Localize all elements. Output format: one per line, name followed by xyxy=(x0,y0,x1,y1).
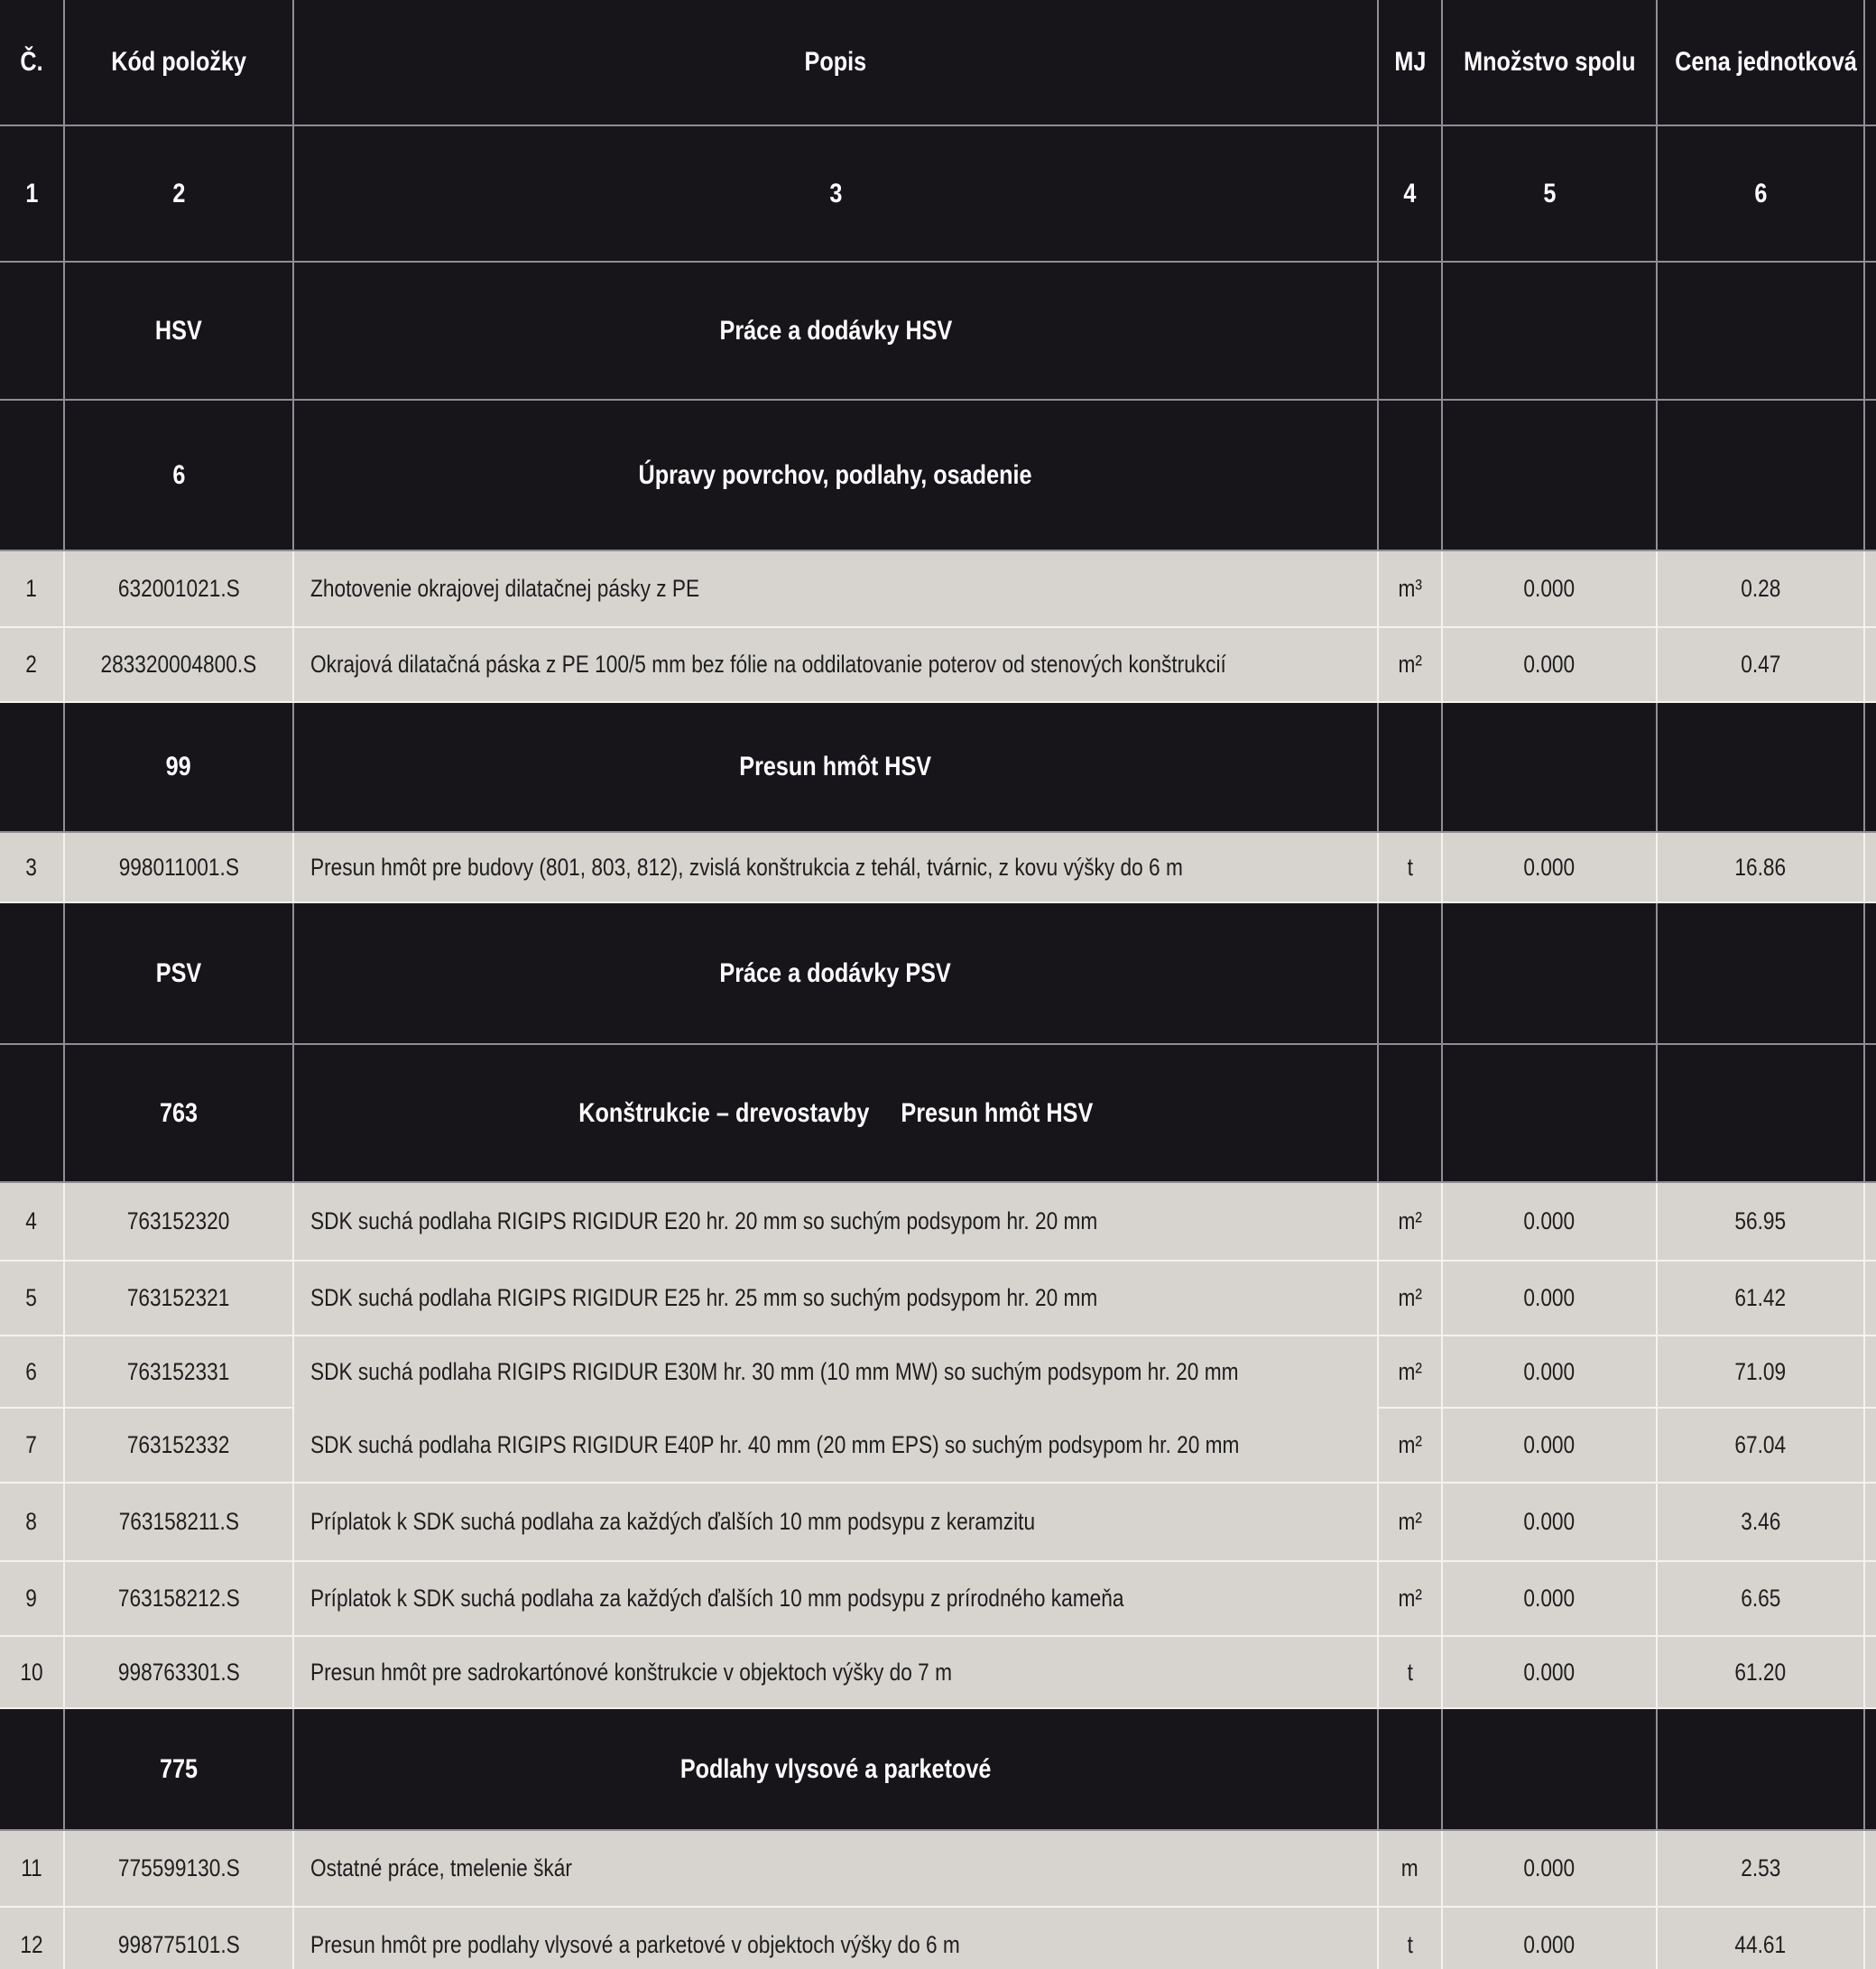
cell-edge xyxy=(1864,702,1876,832)
cell-code: 763158212.S xyxy=(64,1561,293,1636)
section-row xyxy=(0,400,1876,550)
cell-unit: m² xyxy=(1378,1182,1442,1261)
cell-edge xyxy=(1864,1907,1876,1969)
cell-unit xyxy=(1378,1708,1442,1830)
cell-no: 10 xyxy=(0,1636,64,1708)
cell-edge xyxy=(1864,1636,1876,1708)
cell-no: 5 xyxy=(0,1261,64,1336)
cell-price: 2.53 xyxy=(1657,1830,1864,1907)
header-row xyxy=(0,0,1876,125)
section-row xyxy=(0,262,1876,400)
cell-qty xyxy=(1442,902,1657,1044)
cell-unit: m xyxy=(1378,1830,1442,1907)
cell-unit: m² xyxy=(1378,1261,1442,1336)
cell-edge xyxy=(1864,1830,1876,1907)
cell-code-index xyxy=(64,125,293,262)
cell-price xyxy=(1657,902,1864,1044)
cell-edge xyxy=(1864,1336,1876,1408)
cell-qty xyxy=(1442,400,1657,550)
item-row xyxy=(0,1336,1876,1408)
item-row xyxy=(0,627,1876,702)
cell-desc: Práce a dodávky PSV xyxy=(293,902,1378,1044)
column-number: 6 xyxy=(1753,178,1768,208)
column-label: Cena jednotková xyxy=(1675,47,1857,77)
column-number: 1 xyxy=(24,178,39,208)
cell-qty-index xyxy=(1442,125,1657,262)
cell-qty: 0.000 xyxy=(1442,550,1657,627)
cell-code: 775599130.S xyxy=(64,1830,293,1907)
cell-qty xyxy=(1442,1044,1657,1182)
column-number: 3 xyxy=(828,178,843,208)
cell-desc: Okrajová dilatačná páska z PE 100/5 mm bez fólie na oddilatovanie poterov od stenových konštrukcií xyxy=(293,627,1378,702)
cell-no xyxy=(0,400,64,550)
cell-no-index xyxy=(0,125,64,262)
cell-edge xyxy=(1864,1483,1876,1561)
cell-desc: SDK suchá podlaha RIGIPS RIGIDUR E30M hr. 30 mm (10 mm MW) so suchým podsypom hr. 20 mm xyxy=(293,1336,1378,1408)
item-row xyxy=(0,1830,1876,1907)
cell-no: 3 xyxy=(0,832,64,902)
column-label: Kód položky xyxy=(111,47,246,77)
header-index-row xyxy=(0,125,1876,262)
cell-qty: 0.000 xyxy=(1442,1907,1657,1969)
cell-qty: 0.000 xyxy=(1442,1336,1657,1408)
cell-code: 6 xyxy=(64,400,293,550)
cell-code-header xyxy=(64,0,293,125)
column-number: 5 xyxy=(1542,178,1557,208)
cell-unit-header xyxy=(1378,0,1442,125)
cell-desc: Konštrukcie – drevostavby Presun hmôt HSV xyxy=(293,1044,1378,1182)
cell-unit: m³ xyxy=(1378,550,1442,627)
cell-price: 56.95 xyxy=(1657,1182,1864,1261)
cell-code: 763152320 xyxy=(64,1182,293,1261)
cell-desc: Zhotovenie okrajovej dilatačnej pásky z PE xyxy=(293,550,1378,627)
item-row xyxy=(0,1636,1876,1708)
cell-price xyxy=(1657,702,1864,832)
cell-desc: Úpravy povrchov, podlahy, osadenie xyxy=(293,400,1378,550)
cell-price: 6.65 xyxy=(1657,1561,1864,1636)
cell-unit: m² xyxy=(1378,1561,1442,1636)
cell-unit: m² xyxy=(1378,627,1442,702)
column-label: MJ xyxy=(1393,47,1427,77)
cell-unit: t xyxy=(1378,1636,1442,1708)
cell-no: 4 xyxy=(0,1182,64,1261)
cell-qty: 0.000 xyxy=(1442,627,1657,702)
cell-no: 1 xyxy=(0,550,64,627)
cell-unit xyxy=(1378,702,1442,832)
cell-code: 763152331 xyxy=(64,1336,293,1408)
cell-no: 7 xyxy=(0,1408,64,1483)
cell-code: 763 xyxy=(64,1044,293,1182)
cell-code: HSV xyxy=(64,262,293,400)
cell-desc: Príplatok k SDK suchá podlaha za každých ďalších 10 mm podsypu z keramzitu xyxy=(293,1483,1378,1561)
cell-no xyxy=(0,1044,64,1182)
item-row xyxy=(0,832,1876,902)
cell-price: 67.04 xyxy=(1657,1408,1864,1483)
item-row xyxy=(0,1182,1876,1261)
cell-desc: Podlahy vlysové a parketové xyxy=(293,1708,1378,1830)
cell-code: 775 xyxy=(64,1708,293,1830)
cell-qty xyxy=(1442,262,1657,400)
cell-unit: m² xyxy=(1378,1336,1442,1408)
cell-no xyxy=(0,262,64,400)
cell-desc: Príplatok k SDK suchá podlaha za každých ďalších 10 mm podsypu z prírodného kameňa xyxy=(293,1561,1378,1636)
cell-edge xyxy=(1864,262,1876,400)
cell-code: 763158211.S xyxy=(64,1483,293,1561)
cell-price: 71.09 xyxy=(1657,1336,1864,1408)
cell-unit: t xyxy=(1378,1907,1442,1969)
cell-price-header xyxy=(1657,0,1864,125)
column-label: Popis xyxy=(804,47,867,77)
cell-no: 6 xyxy=(0,1336,64,1408)
cell-no xyxy=(0,702,64,832)
cell-code: 998775101.S xyxy=(64,1907,293,1969)
cell-code: 99 xyxy=(64,702,293,832)
cell-unit xyxy=(1378,262,1442,400)
cell-code: 283320004800.S xyxy=(64,627,293,702)
cell-price: 0.47 xyxy=(1657,627,1864,702)
cell-unit: m² xyxy=(1378,1408,1442,1483)
cell-no xyxy=(0,902,64,1044)
cell-code: 998011001.S xyxy=(64,832,293,902)
cell-no-header xyxy=(0,0,64,125)
cell-no: 8 xyxy=(0,1483,64,1561)
cell-qty: 0.000 xyxy=(1442,1182,1657,1261)
cell-no: 2 xyxy=(0,627,64,702)
cell-unit: t xyxy=(1378,832,1442,902)
cell-edge xyxy=(1864,1182,1876,1261)
cell-qty-header xyxy=(1442,0,1657,125)
cell-qty: 0.000 xyxy=(1442,832,1657,902)
cell-price: 61.20 xyxy=(1657,1636,1864,1708)
cell-price xyxy=(1657,400,1864,550)
cell-edge xyxy=(1864,832,1876,902)
column-number: 4 xyxy=(1403,178,1417,208)
cell-qty: 0.000 xyxy=(1442,1261,1657,1336)
cell-code: PSV xyxy=(64,902,293,1044)
cell-price xyxy=(1657,262,1864,400)
item-row xyxy=(0,1261,1876,1336)
cell-unit xyxy=(1378,1044,1442,1182)
section-row xyxy=(0,702,1876,832)
cell-qty xyxy=(1442,702,1657,832)
cell-desc: SDK suchá podlaha RIGIPS RIGIDUR E20 hr. 20 mm so suchým podsypom hr. 20 mm xyxy=(293,1182,1378,1261)
cell-edge xyxy=(1864,550,1876,627)
cell-qty: 0.000 xyxy=(1442,1408,1657,1483)
cell-desc: Presun hmôt pre budovy (801, 803, 812), zvislá konštrukcia z tehál, tvárnic, z kovu výšky do 6 m xyxy=(293,832,1378,902)
cell-no xyxy=(0,1708,64,1830)
cell-price: 0.28 xyxy=(1657,550,1864,627)
cell-code: 763152321 xyxy=(64,1261,293,1336)
cell-desc: Presun hmôt HSV xyxy=(293,702,1378,832)
cell-desc-header xyxy=(293,0,1378,125)
cell-unit xyxy=(1378,400,1442,550)
cell-edge xyxy=(1864,1408,1876,1483)
cell-price-index xyxy=(1657,125,1864,262)
cell-edge xyxy=(1864,627,1876,702)
cell-unit-index xyxy=(1378,125,1442,262)
cell-edge xyxy=(1864,400,1876,550)
item-row xyxy=(0,1408,1876,1483)
cell-qty xyxy=(1442,1708,1657,1830)
cell-qty: 0.000 xyxy=(1442,1483,1657,1561)
cell-edge xyxy=(1864,902,1876,1044)
cell-edge xyxy=(1864,1561,1876,1636)
item-row xyxy=(0,1561,1876,1636)
cell-no: 12 xyxy=(0,1907,64,1969)
column-label: Množstvo spolu xyxy=(1463,47,1636,77)
cell-unit: m² xyxy=(1378,1483,1442,1561)
cell-edge xyxy=(1864,1708,1876,1830)
cell-price: 16.86 xyxy=(1657,832,1864,902)
cell-desc: SDK suchá podlaha RIGIPS RIGIDUR E40P hr. 40 mm (20 mm EPS) so suchým podsypom hr. 20 mm xyxy=(293,1408,1378,1483)
cell-qty: 0.000 xyxy=(1442,1636,1657,1708)
cell-price xyxy=(1657,1708,1864,1830)
column-label: Č. xyxy=(20,47,43,77)
cell-price xyxy=(1657,1044,1864,1182)
cell-desc: Presun hmôt pre podlahy vlysové a parketové v objektoch výšky do 6 m xyxy=(293,1907,1378,1969)
cell-desc: Ostatné práce, tmelenie škár xyxy=(293,1830,1378,1907)
cell-code: 998763301.S xyxy=(64,1636,293,1708)
cell-no: 9 xyxy=(0,1561,64,1636)
column-number: 2 xyxy=(171,178,186,208)
cell-price: 44.61 xyxy=(1657,1907,1864,1969)
cell-unit xyxy=(1378,902,1442,1044)
cell-desc: Presun hmôt pre sadrokartónové konštrukcie v objektoch výšky do 7 m xyxy=(293,1636,1378,1708)
cell-edge xyxy=(1864,1044,1876,1182)
cell-edge xyxy=(1864,125,1876,262)
item-row xyxy=(0,1483,1876,1561)
item-row xyxy=(0,1907,1876,1969)
section-row xyxy=(0,1044,1876,1182)
cell-code: 763152332 xyxy=(64,1408,293,1483)
section-row xyxy=(0,1708,1876,1830)
cell-price: 61.42 xyxy=(1657,1261,1864,1336)
cell-desc: Práce a dodávky HSV xyxy=(293,262,1378,400)
cell-desc-index xyxy=(293,125,1378,262)
cell-price: 3.46 xyxy=(1657,1483,1864,1561)
item-row xyxy=(0,550,1876,627)
cell-no: 11 xyxy=(0,1830,64,1907)
cell-desc: SDK suchá podlaha RIGIPS RIGIDUR E25 hr. 25 mm so suchým podsypom hr. 20 mm xyxy=(293,1261,1378,1336)
cell-edge xyxy=(1864,0,1876,125)
section-row xyxy=(0,902,1876,1044)
cell-qty: 0.000 xyxy=(1442,1830,1657,1907)
cell-code: 632001021.S xyxy=(64,550,293,627)
cell-qty: 0.000 xyxy=(1442,1561,1657,1636)
cell-edge xyxy=(1864,1261,1876,1336)
